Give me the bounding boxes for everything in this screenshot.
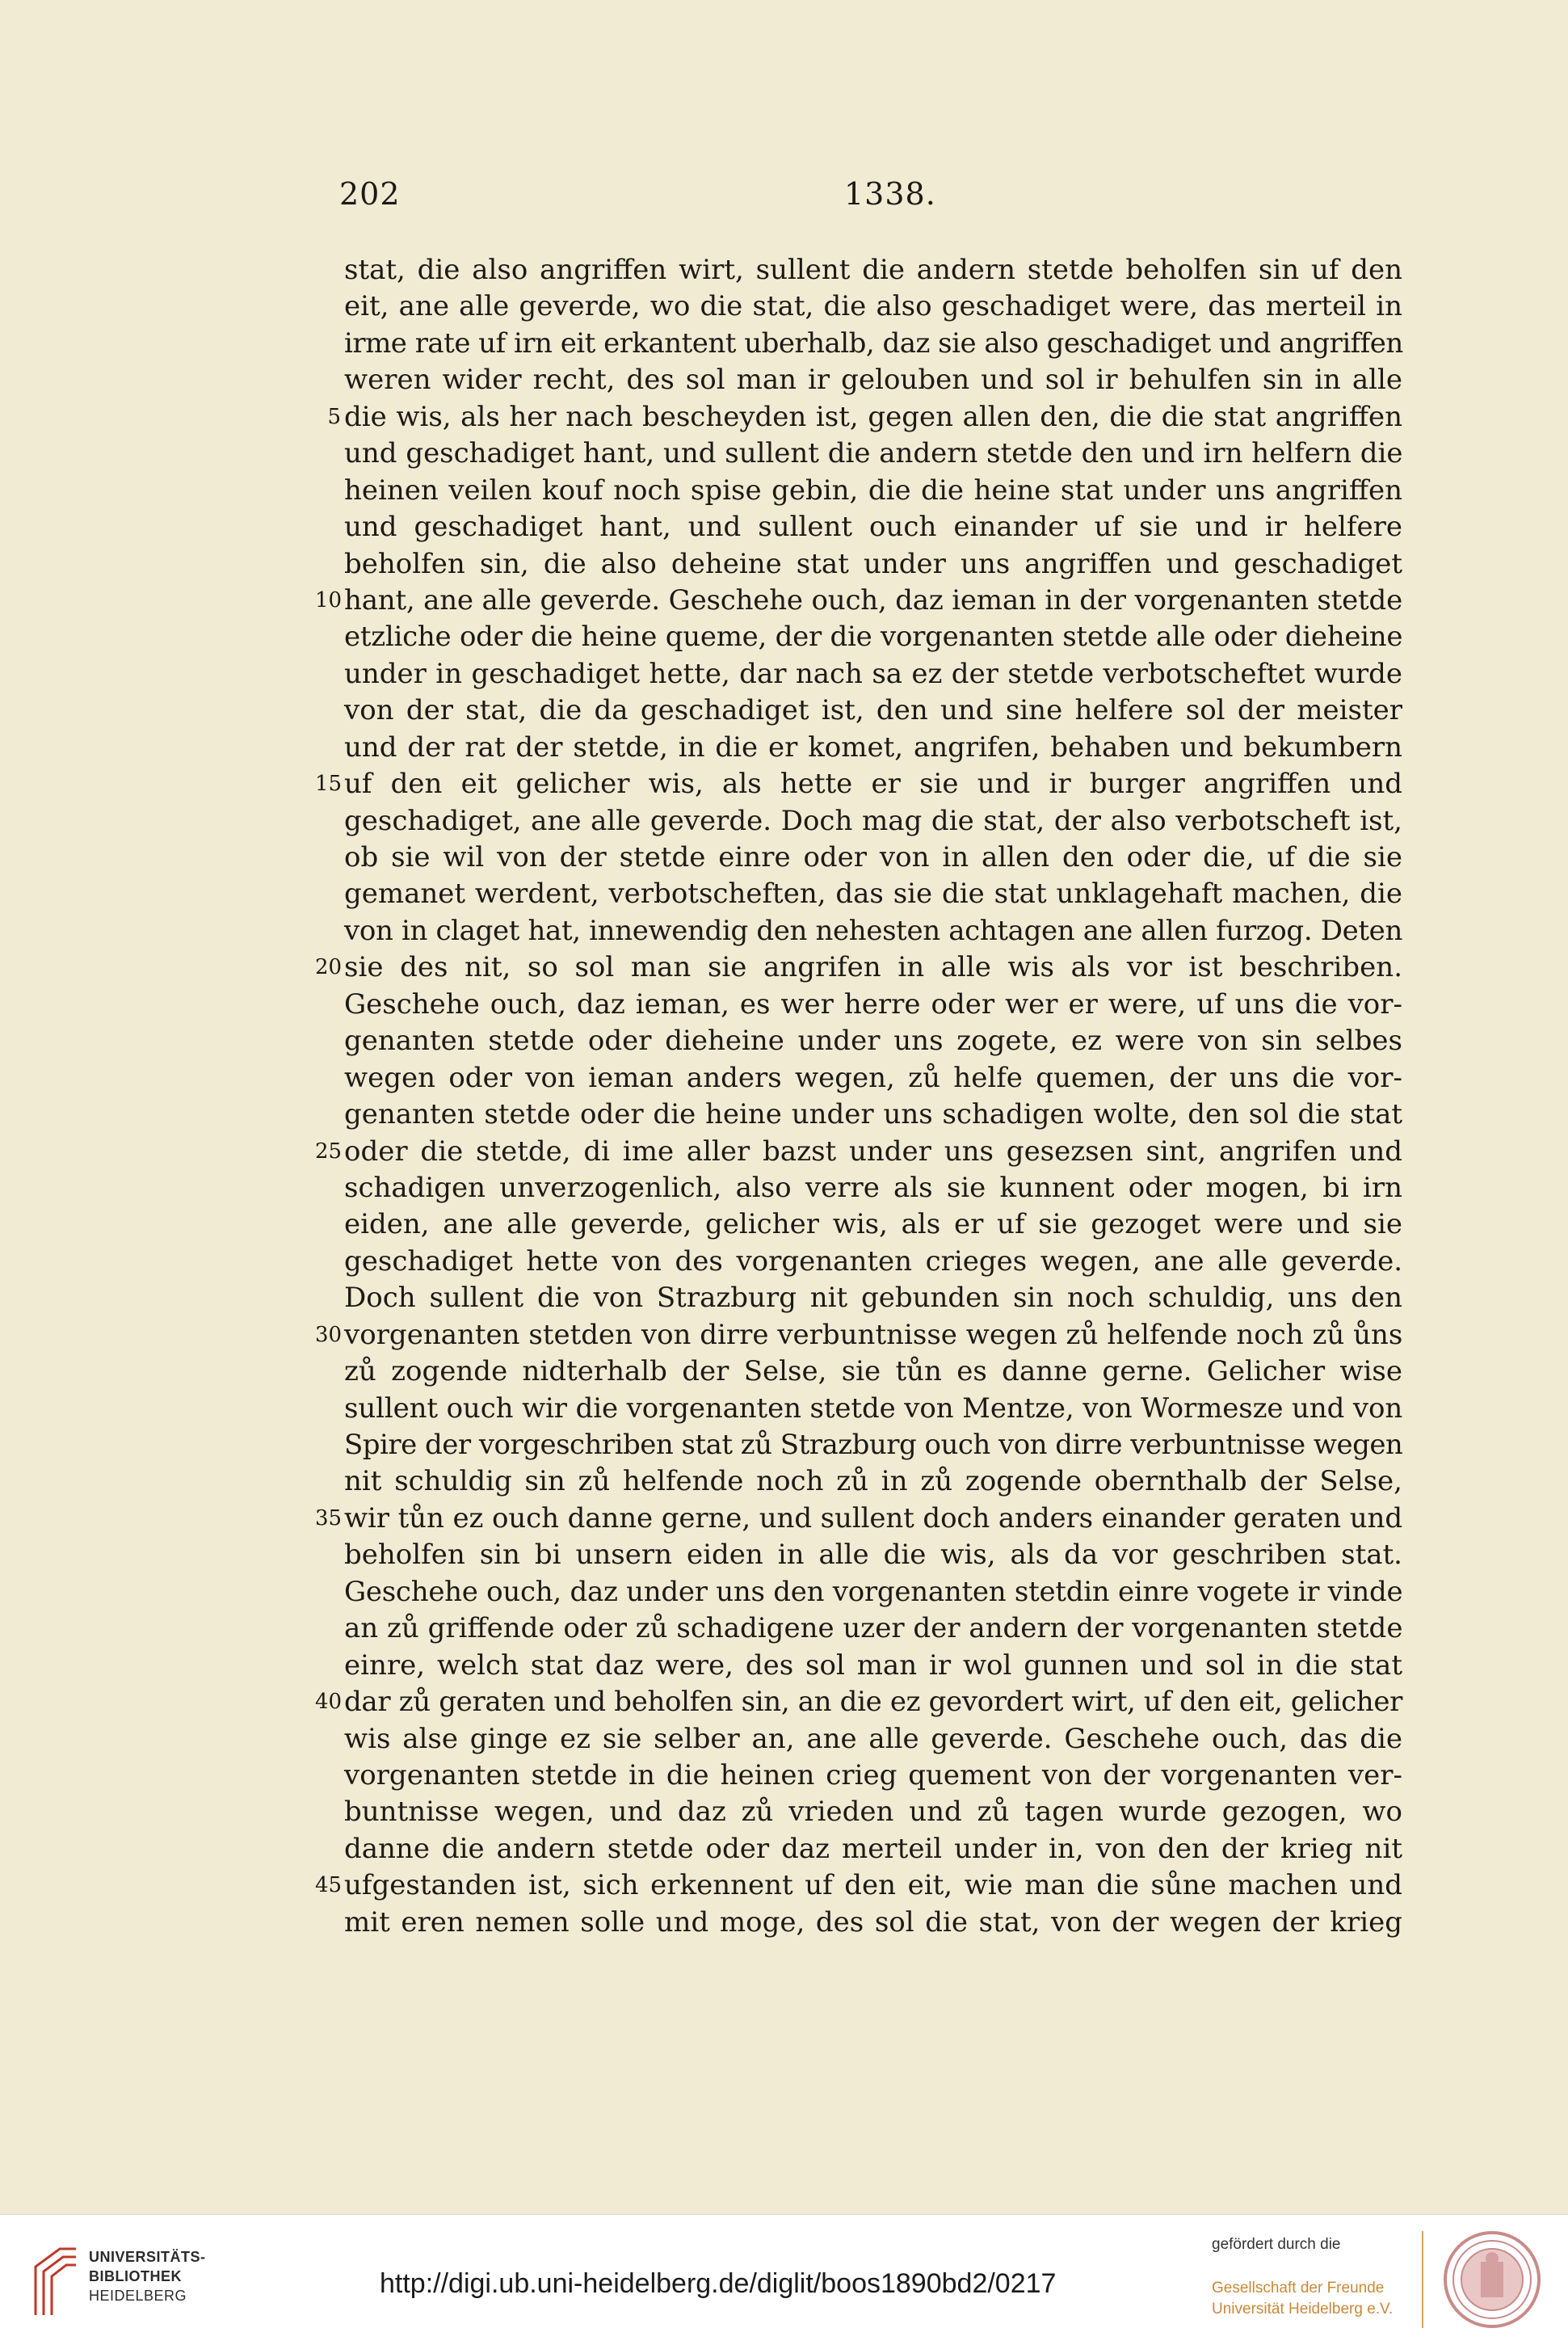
line-text: zů zogende nidterhalb der Selse, sie tůn es danne gerne. Gelicher wise	[344, 1355, 1402, 1388]
line-text: und geschadiget hant, und sullent ouch einander uf sie und ir helfere	[344, 511, 1402, 544]
line-text: gemanet werdent, verbotscheften, das sie die stat unklagehaft machen, die	[344, 878, 1402, 911]
sponsor-name-line1: Gesellschaft der Freunde	[1212, 2280, 1385, 2297]
text-line	[315, 840, 1406, 876]
sponsor-name	[1212, 2278, 1393, 2320]
line-number: 25	[315, 1139, 343, 1164]
text-line	[315, 583, 1406, 619]
footer-divider	[1422, 2231, 1423, 2328]
line-text: schadigen unverzogenlich, also verre als sie kunnent oder mogen, bi irn	[344, 1171, 1402, 1204]
line-text: Geschehe ouch, daz ieman, es wer herre oder wer er were, uf uns die vor-	[344, 987, 1402, 1021]
text-line	[315, 1060, 1406, 1097]
line-number: 10	[315, 587, 343, 613]
text-line	[315, 1831, 1406, 1867]
text-line	[315, 1391, 1406, 1427]
line-text: nit schuldig sin zů helfende noch zů in zů zogende obernthalb der Selse,	[344, 1465, 1402, 1498]
line-number: 45	[315, 1873, 343, 1898]
line-text: eit, ane alle geverde, wo die stat, die also geschadiget were, das merteil in	[344, 290, 1402, 323]
text-line	[315, 1648, 1406, 1684]
text-line	[315, 546, 1406, 583]
text-line	[315, 1684, 1406, 1720]
line-number: 20	[315, 955, 343, 980]
line-text: von der stat, die da geschadiget ist, den und sine helfere sol der meister	[344, 694, 1402, 727]
university-seal-icon	[1442, 2229, 1542, 2330]
line-text: dar zů geraten und beholfen sin, an die ez gevordert wirt, uf den eit, gelicher	[344, 1686, 1402, 1719]
line-text: Geschehe ouch, daz under uns den vorgenanten stetdin einre vogete ir vinde	[344, 1575, 1403, 1608]
line-text: uf den eit gelicher wis, als hette er sie und ir burger angriffen und	[344, 768, 1402, 801]
line-number: 15	[315, 772, 343, 797]
line-text: sie des nit, so sol man sie angrifen in alle wis als vor ist beschriben.	[344, 951, 1402, 984]
text-line	[315, 766, 1406, 802]
text-line	[315, 913, 1406, 949]
line-number: 40	[315, 1690, 343, 1715]
line-text: danne die andern stetde oder daz merteil under in, von den der krieg nit	[344, 1832, 1402, 1865]
text-line	[315, 987, 1406, 1023]
text-line	[315, 876, 1406, 912]
line-text: von in claget hat, innewendig den nehesten achtagen ane allen furzog. Deten	[344, 914, 1402, 947]
page-header	[339, 176, 1406, 225]
text-line	[315, 1905, 1406, 1941]
text-line	[315, 399, 1406, 436]
text-line	[315, 1317, 1406, 1354]
text-line	[315, 730, 1406, 766]
text-line	[315, 1794, 1406, 1830]
text-line	[315, 1427, 1406, 1463]
line-text: Spire der vorgeschriben stat zů Strazburg ouch von dirre verbuntnisse wegen	[344, 1429, 1403, 1461]
text-line	[315, 1206, 1406, 1243]
line-text: an zů griffende oder zů schadigene uzer der andern der vorgenanten stetde	[344, 1612, 1403, 1645]
line-text: vorgenanten stetde in die heinen crieg quement von der vorgenanten ver-	[344, 1758, 1402, 1791]
line-text: stat, die also angriffen wirt, sullent die andern stetde beholfen sin uf den	[344, 254, 1402, 286]
text-line	[315, 509, 1406, 545]
line-text: irme rate uf irn eit erkantent uberhalb, daz sie also geschadiget und angriffen	[344, 326, 1403, 360]
line-text: mit eren nemen solle und moge, des sol die stat, von der wegen der krieg	[344, 1905, 1402, 1939]
line-text: geschadiget hette von des vorgenanten crieges wegen, ane alle geverde.	[344, 1244, 1402, 1278]
text-line	[315, 1354, 1406, 1390]
page-year-heading: 1338.	[844, 176, 936, 212]
text-line	[315, 693, 1406, 729]
line-text: ob sie wil von der stetde einre oder von in allen den oder die, uf die sie	[344, 841, 1402, 874]
line-text: wis alse ginge ez sie selber an, ane alle geverde. Geschehe ouch, das die	[344, 1722, 1402, 1755]
line-text: buntnisse wegen, und daz zů vrieden und zů tagen wurde gezogen, wo	[344, 1796, 1402, 1829]
line-text: Doch sullent die von Strazburg nit gebunden sin noch schuldig, uns den	[344, 1282, 1402, 1315]
line-text: und geschadiget hant, und sullent die andern stetde den und irn helfern die	[344, 437, 1403, 470]
text-line	[315, 1537, 1406, 1573]
line-text: hant, ane alle geverde. Geschehe ouch, daz ieman in der vorgenanten stetde	[344, 583, 1402, 617]
line-text: die wis, als her nach bescheyden ist, gegen allen den, die die stat angriffen	[344, 400, 1402, 433]
line-text: etzliche oder die heine queme, der die vorgenanten stetde alle oder dieheine	[344, 621, 1403, 654]
text-line	[315, 1463, 1406, 1500]
text-line	[315, 1097, 1406, 1133]
text-line	[315, 1134, 1406, 1170]
text-line	[315, 619, 1406, 655]
library-name-line1: UNIVERSITÄTS-	[89, 2249, 206, 2265]
text-line	[315, 949, 1406, 986]
text-line	[315, 288, 1406, 325]
line-text: geschadiget, ane alle geverde. Doch mag die stat, der also verbotscheft ist,	[344, 804, 1402, 837]
line-text: genanten stetde oder die heine under uns schadigen wolte, den sol die stat	[344, 1098, 1402, 1131]
line-text: beholfen sin, die also deheine stat under uns angriffen und geschadiget	[344, 547, 1402, 580]
line-text: wir tůn ez ouch danne gerne, und sullent doch anders einander geraten und	[344, 1501, 1402, 1535]
body-text	[315, 252, 1406, 1941]
text-line	[315, 362, 1406, 398]
text-line	[315, 1244, 1406, 1280]
line-text: ufgestanden ist, sich erkennent uf den eit, wie man die sůne machen und	[344, 1869, 1402, 1902]
line-text: heinen veilen kouf noch spise gebin, die die heine stat under uns angriffen	[344, 474, 1402, 507]
line-text: sullent ouch wir die vorgenanten stetde von Mentze, von Wormesze und von	[344, 1391, 1403, 1425]
line-text: eiden, ane alle geverde, gelicher wis, als er uf sie gezoget were und sie	[344, 1208, 1402, 1241]
library-logo-icon	[31, 2242, 81, 2320]
text-line	[315, 1574, 1406, 1610]
page-number: 202	[339, 176, 401, 212]
text-line	[315, 803, 1406, 840]
text-line	[315, 1280, 1406, 1316]
text-line	[315, 1170, 1406, 1206]
text-line	[315, 1610, 1406, 1647]
library-name	[89, 2247, 206, 2305]
text-line	[315, 1023, 1406, 1059]
text-line	[315, 1721, 1406, 1758]
text-line	[315, 326, 1406, 362]
line-number: 35	[315, 1505, 343, 1530]
line-text: beholfen sin bi unsern eiden in alle die wis, als da vor geschriben stat.	[344, 1539, 1402, 1572]
line-text: weren wider recht, des sol man ir geloubеn und sol ir behulfen sin in alle	[344, 364, 1402, 397]
sponsor-name-line2: Universität Heidelberg e.V.	[1212, 2301, 1394, 2318]
text-line	[315, 1758, 1406, 1794]
permalink-link[interactable]: http://digi.ub.uni-heidelberg.de/diglit/boos1890bd2/0217	[380, 2268, 1057, 2299]
line-text: wegen oder von ieman anders wegen, zů helfe quemen, der uns die vor-	[344, 1061, 1402, 1094]
sponsor-intro: gefördert durch die	[1212, 2236, 1341, 2253]
text-line	[315, 1867, 1406, 1904]
line-text: und der rat der stetde, in die er komet, angrifen, behaben und bekumbern	[344, 730, 1402, 764]
text-line	[315, 473, 1406, 509]
line-text: oder die stetde, di ime aller bazst under uns gesezsen sint, angrifen und	[344, 1135, 1402, 1168]
line-text: vorgenanten stetden von dirre verbuntnisse wegen zů helfende noch zů ůns	[344, 1318, 1403, 1351]
digitization-footer	[0, 2214, 1568, 2345]
line-text: under in geschadiget hette, dar nach sa ez der stetde verbotscheftet wurde	[344, 657, 1402, 690]
line-text: einre, welch stat daz were, des sol man ir wol gunnen und sol in die stat	[344, 1648, 1402, 1682]
text-line	[315, 436, 1406, 472]
library-name-line3: HEIDELBERG	[89, 2288, 187, 2304]
line-number: 5	[327, 404, 341, 429]
text-line	[315, 1501, 1406, 1537]
library-name-line2: BIBLIOTHEK	[89, 2268, 182, 2284]
text-line	[315, 252, 1406, 288]
line-text: genanten stetde oder dieheine under uns zogete, ez were von sin selbes	[344, 1025, 1402, 1058]
line-number: 30	[315, 1322, 343, 1347]
text-line	[315, 656, 1406, 693]
